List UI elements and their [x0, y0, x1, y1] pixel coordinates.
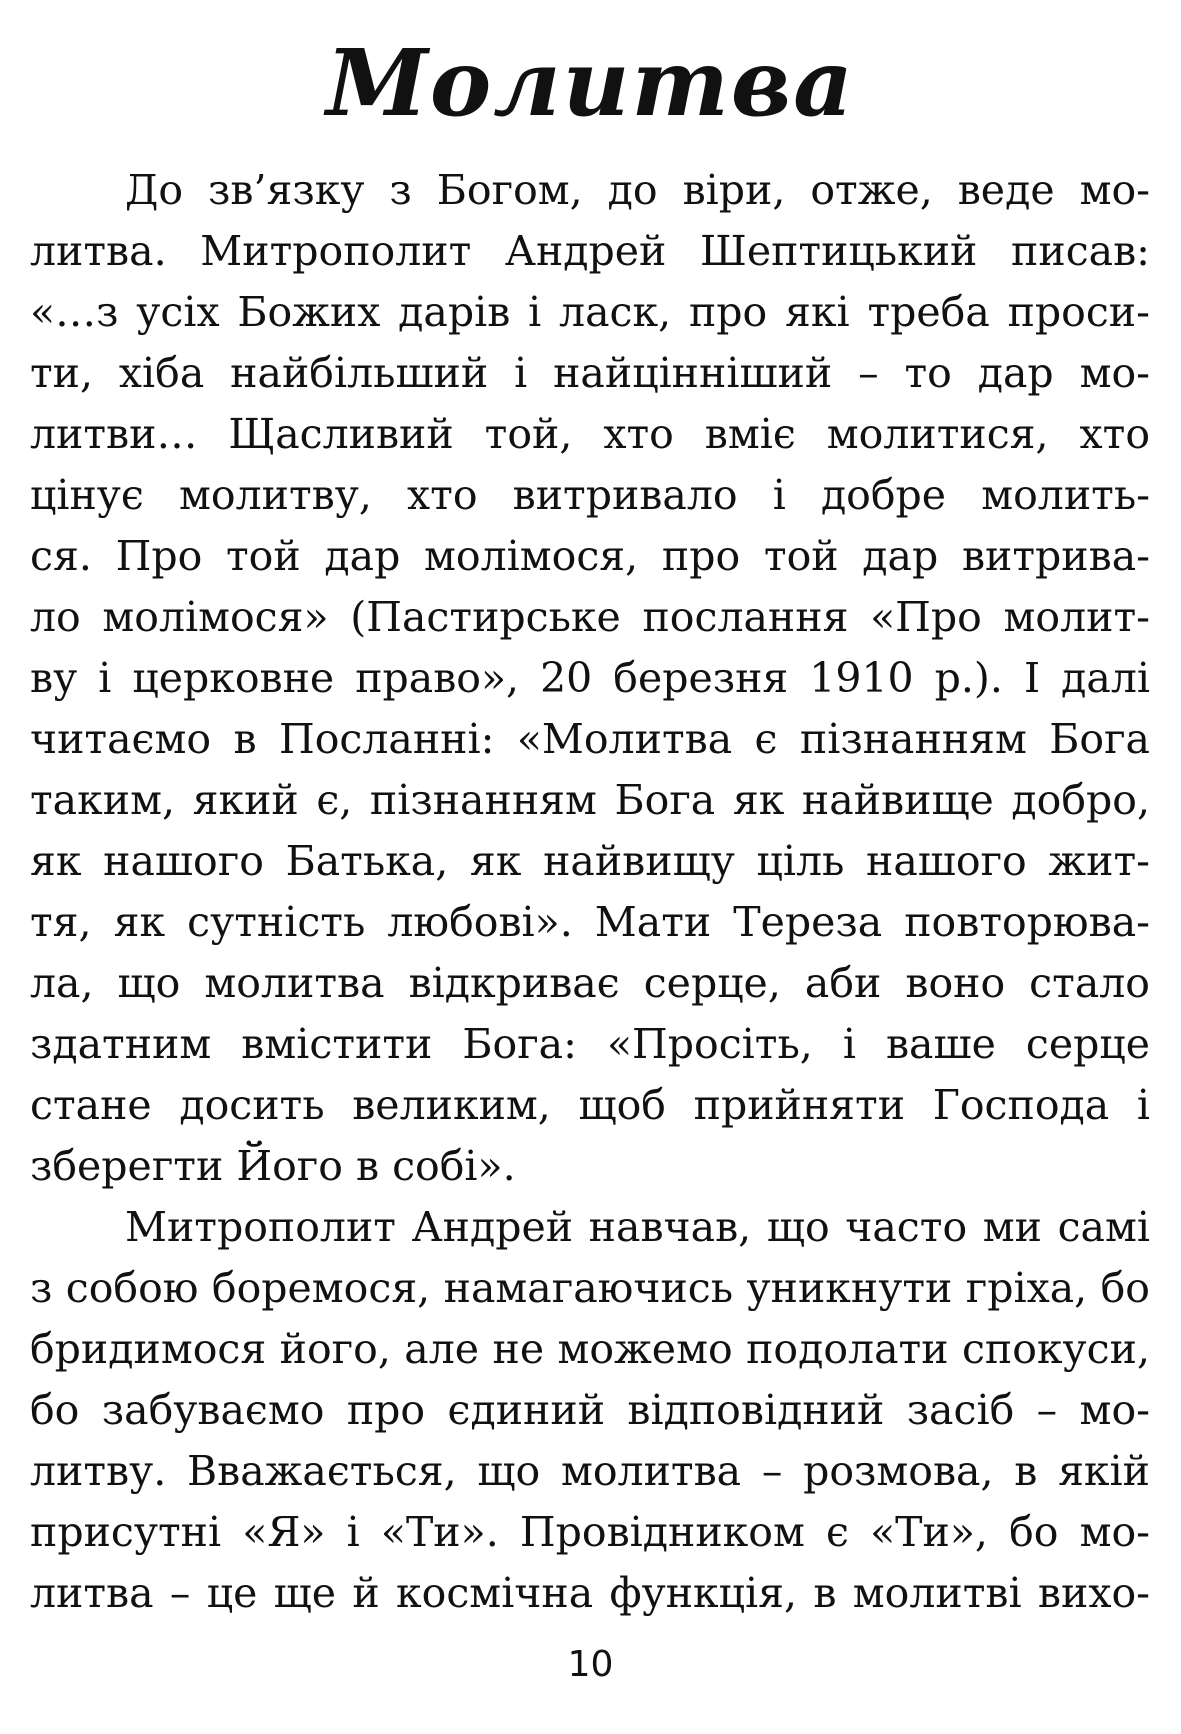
paragraph-2-line: Митрополит Андрей навчав, що часто ми самі — [125, 1203, 1150, 1251]
page-number: 10 — [567, 1644, 614, 1685]
paragraph-1-line: читаємо в Посланні: «Молитва є пізнанням Бога — [30, 715, 1150, 763]
paragraph-1-line: зберегти Його в собі». — [30, 1142, 516, 1190]
paragraph-1-line: ву і церковне право», 20 березня 1910 р.). І далі — [30, 654, 1150, 702]
page-title: Молитва — [326, 29, 855, 137]
paragraph-1-line: як нашого Батька, як найвищу ціль нашого жит- — [30, 837, 1150, 885]
paragraph-1-line: тя, як сутність любові». Мати Тереза повторюва- — [30, 898, 1150, 946]
paragraph-2-line: з собою боремося, намагаючись уникнути гріха, бо — [30, 1264, 1150, 1312]
body-text — [30, 160, 1150, 1624]
paragraph-1-line: литва. Митрополит Андрей Шептицький писав: — [30, 227, 1150, 275]
paragraph-1-line: ло молімося» (Пастирське послання «Про молит- — [30, 593, 1150, 641]
paragraph-2-line: литва – це ще й космічна функція, в молитві вихо- — [30, 1569, 1150, 1617]
paragraph-1-line: До зв’язку з Богом, до віри, отже, веде мо- — [125, 166, 1150, 214]
paragraph-1-line: цінує молитву, хто витривало і добре молить- — [30, 471, 1150, 519]
paragraph-1-line: ся. Про той дар молімося, про той дар витрива- — [30, 532, 1150, 580]
paragraph-1-line: литви… Щасливий той, хто вміє молитися, хто — [30, 410, 1150, 458]
paragraph-1-line: ла, що молитва відкриває серце, аби воно стало — [30, 959, 1150, 1007]
paragraph-2-line: литву. Вважається, що молитва – розмова, в якій — [30, 1447, 1150, 1495]
paragraph-1-line: ти, хіба найбільший і найцінніший – то дар мо- — [30, 349, 1150, 397]
paragraph-1-line: «…з усіх Божих дарів і ласк, про які треба проси- — [30, 288, 1150, 336]
paragraph-1-line: здатним вмістити Бога: «Просіть, і ваше серце — [30, 1020, 1150, 1068]
paragraph-2-line: присутні «Я» і «Ти». Провідником є «Ти», бо мо- — [30, 1508, 1150, 1556]
paragraph-2-line: бо забуваємо про єдиний відповідний засіб – мо- — [30, 1386, 1150, 1434]
paragraph-2-line: бридимося його, але не можемо подолати спокуси, — [30, 1325, 1150, 1373]
paragraph-1-line: таким, який є, пізнанням Бога як найвище добро, — [30, 776, 1150, 824]
paragraph-1-line: стане досить великим, щоб прийняти Господа і — [30, 1081, 1150, 1129]
